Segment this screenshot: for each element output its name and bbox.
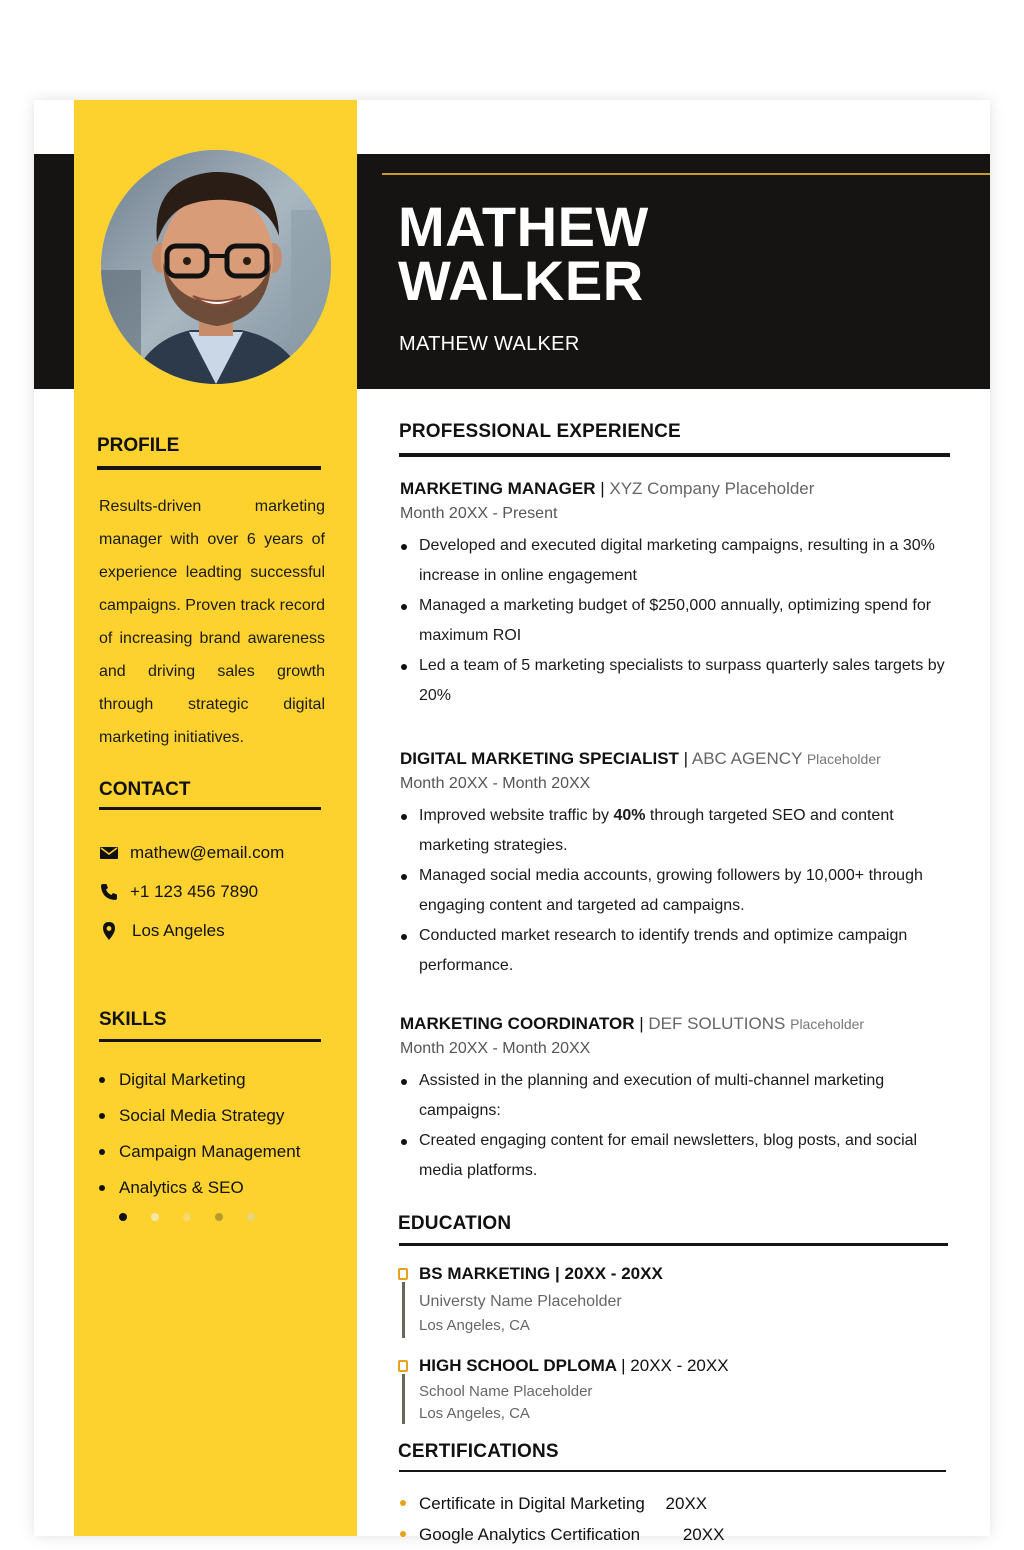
contact-heading: CONTACT (99, 779, 191, 800)
job-role: MARKETING COORDINATOR (400, 1014, 635, 1033)
job-company: DEF SOLUTIONS (648, 1014, 786, 1033)
contact-divider (99, 807, 321, 810)
job-title-line (400, 1014, 960, 1034)
phone-icon (99, 882, 119, 902)
certifications-heading: CERTIFICATIONS (398, 1441, 559, 1462)
job-bullet: Improved website traffic by 40% through targeted SEO and content marketing strategies. (400, 801, 960, 861)
rating-dot (247, 1213, 255, 1221)
job-dates: Month 20XX - Month 20XX (400, 1040, 591, 1057)
name-line-last: WALKER (398, 249, 644, 312)
job-entry (400, 749, 960, 981)
map-pin-icon (99, 921, 119, 941)
job-bullet: Managed a marketing budget of $250,000 annually, optimizing spend for maximum ROI (400, 591, 960, 651)
job-dates: Month 20XX - Month 20XX (400, 775, 591, 792)
job-entry (400, 1014, 960, 1186)
skill-item: Social Media Strategy (99, 1098, 300, 1134)
skill-rating-dots (119, 1213, 255, 1221)
certification-item (400, 1488, 724, 1519)
education-location: Los Angeles, CA (419, 1405, 530, 1422)
name-title (398, 195, 649, 312)
job-company: XYZ Company Placeholder (609, 479, 815, 498)
name-line-first: MATHEW (398, 195, 649, 258)
title-separator: | (600, 479, 610, 498)
contact-phone-row[interactable] (99, 882, 258, 902)
timeline-line (402, 1282, 405, 1338)
contact-email[interactable]: mathew@email.com (130, 843, 285, 862)
job-title-line (400, 479, 960, 499)
education-entry (398, 1264, 958, 1334)
certification-year: 20XX (682, 1525, 725, 1544)
contact-phone[interactable]: +1 123 456 7890 (130, 882, 259, 901)
job-bullets (400, 531, 960, 711)
profile-heading: PROFILE (97, 435, 180, 456)
skills-heading: SKILLS (99, 1009, 167, 1030)
title-separator: | (683, 749, 692, 768)
education-degree-line (419, 1264, 958, 1284)
education-school: Universty Name Placeholder (419, 1293, 622, 1310)
envelope-icon (99, 843, 119, 863)
timeline-marker (398, 1360, 408, 1372)
job-bullet: Created engaging content for email newsletters, blog posts, and social media platforms. (400, 1126, 960, 1186)
job-bullets (400, 1066, 960, 1186)
job-role: MARKETING MANAGER (400, 479, 596, 498)
job-title-line (400, 749, 960, 769)
header-accent-line (382, 173, 990, 175)
skills-list (99, 1062, 300, 1206)
education-entry (398, 1356, 958, 1422)
job-bullet: Led a team of 5 marketing specialists to surpass quarterly sales targets by 20% (400, 651, 960, 711)
job-bullet: Assisted in the planning and execution of multi-channel marketing campaigns: (400, 1066, 960, 1126)
rating-dot (151, 1213, 159, 1221)
profile-summary: Results-driven marketing manager with over 6 years of experience leadting successful campaigns. Proven track record of increasing brand awareness and driving sales growth through strategic digital marketing initiatives. (99, 498, 325, 746)
certification-name: Google Analytics Certification (419, 1525, 641, 1544)
rating-dot (119, 1213, 127, 1221)
contact-location: Los Angeles (132, 921, 225, 940)
certification-item (400, 1519, 724, 1550)
header-subtitle: MATHEW WALKER (399, 333, 580, 355)
certifications-divider (399, 1470, 946, 1472)
timeline-marker (398, 1268, 408, 1280)
contact-location-row (99, 921, 225, 941)
education-degree-line (419, 1356, 958, 1376)
title-separator: | (555, 1264, 565, 1283)
job-dates: Month 20XX - Present (400, 505, 558, 522)
job-bullets (400, 801, 960, 981)
education-degree: BS MARKETING (419, 1264, 551, 1283)
education-location: Los Angeles, CA (419, 1317, 530, 1334)
rating-dot (183, 1213, 191, 1221)
job-bullet: Managed social media accounts, growing followers by 10,000+ through engaging content and targeted ad campaigns. (400, 861, 960, 921)
certifications-list (400, 1488, 724, 1550)
job-company-note: Placeholder (790, 1016, 865, 1032)
job-company: ABC AGENCY (691, 749, 803, 768)
skill-item: Campaign Management (99, 1134, 300, 1170)
education-years: 20XX - 20XX (564, 1264, 663, 1283)
education-heading: EDUCATION (398, 1213, 512, 1234)
title-separator: | (639, 1014, 649, 1033)
skills-divider (99, 1039, 321, 1042)
certification-year: 20XX (665, 1494, 708, 1513)
highlighted-metric: 40% (613, 807, 646, 824)
education-years: 20XX - 20XX (630, 1356, 729, 1375)
portrait-illustration (101, 150, 331, 384)
experience-heading: PROFESSIONAL EXPERIENCE (399, 421, 681, 442)
job-entry (400, 479, 960, 711)
job-bullet: Developed and executed digital marketing campaigns, resulting in a 30% increase in online engagement (400, 531, 960, 591)
profile-divider (97, 466, 321, 470)
education-divider (399, 1243, 948, 1246)
profile-photo (101, 150, 331, 384)
experience-divider (399, 453, 950, 457)
title-separator: | (621, 1356, 631, 1375)
job-role: DIGITAL MARKETING SPECIALIST (400, 749, 679, 768)
job-company-note: Placeholder (806, 751, 881, 767)
job-bullet: Conducted market research to identify trends and optimize campaign performance. (400, 921, 960, 981)
contact-email-row[interactable] (99, 843, 284, 863)
education-degree: HIGH SCHOOL DPLOMA (419, 1356, 617, 1375)
rating-dot (215, 1213, 223, 1221)
education-school: School Name Placeholder (419, 1383, 593, 1400)
skill-item: Analytics & SEO (99, 1170, 300, 1206)
certification-name: Certificate in Digital Marketing (419, 1494, 645, 1513)
skill-item: Digital Marketing (99, 1062, 300, 1098)
timeline-line (402, 1374, 405, 1424)
